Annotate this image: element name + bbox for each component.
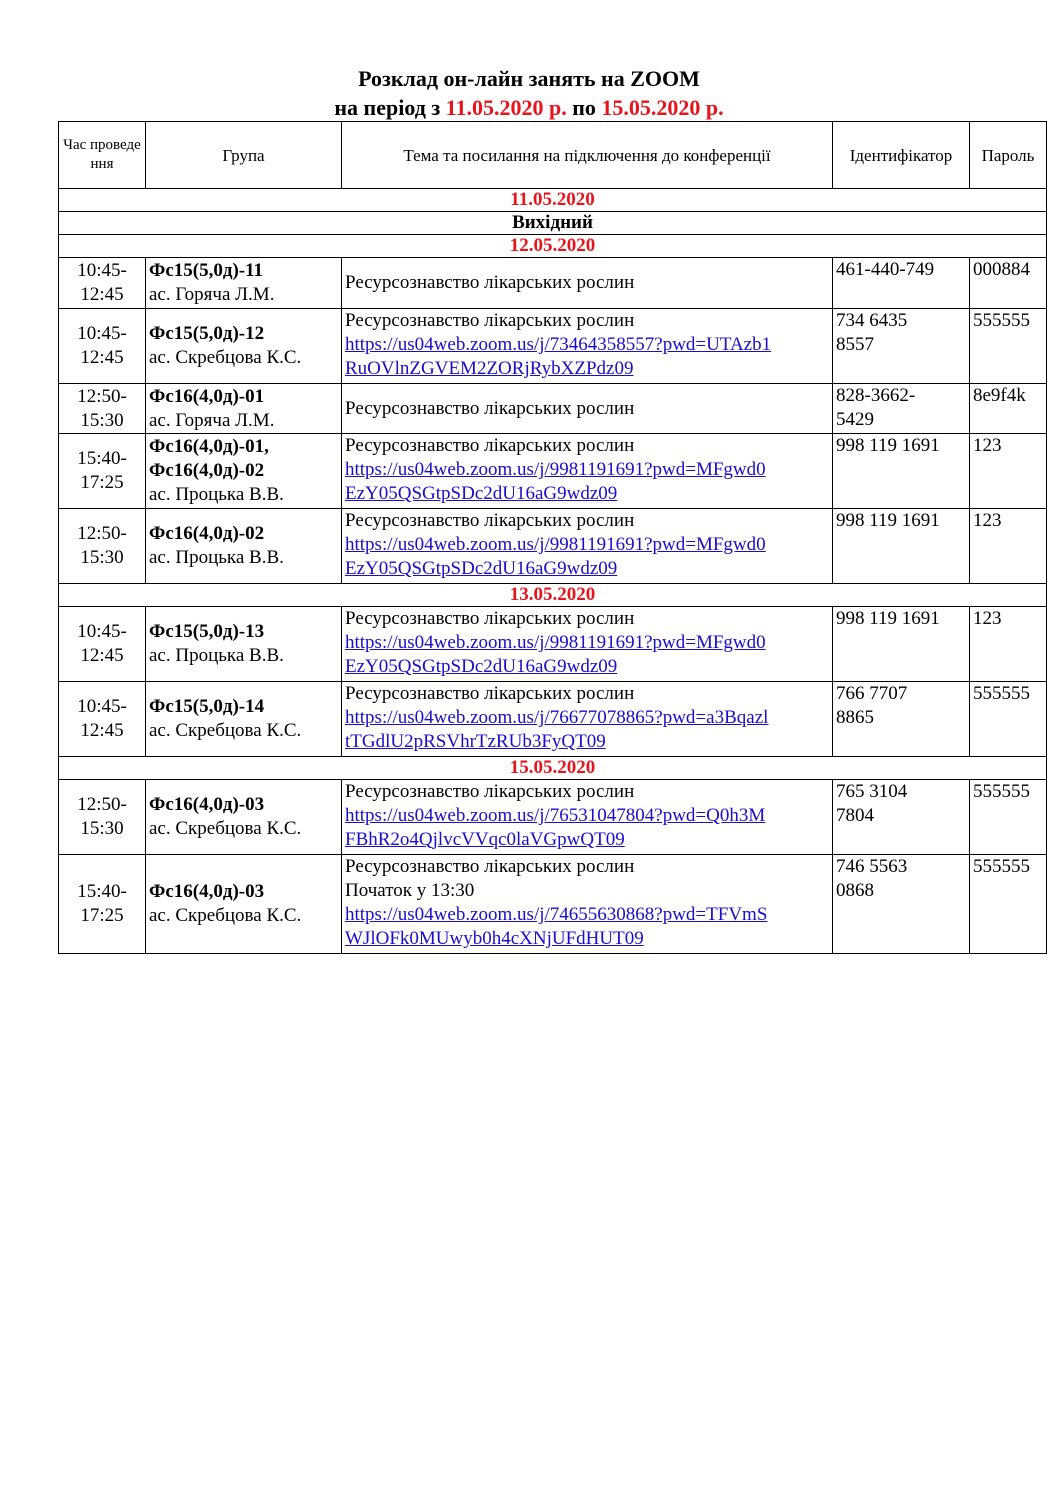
- topic-text: Ресурсознавство лікарських рослин: [345, 435, 635, 456]
- id-cell: [833, 855, 970, 954]
- zoom-link[interactable]: https://us04web.zoom.us/j/9981191691?pwd=MFgwd0 EzY05QSGtpSDc2dU16aG9wdz09: [345, 534, 766, 579]
- meeting-password: 555555: [973, 683, 1030, 704]
- time-end: 12:45: [80, 347, 124, 368]
- teacher-name: ас. Скребцова К.С.: [149, 720, 302, 741]
- col-header-topic: Тема та посилання на підключення до конференції: [342, 122, 833, 189]
- teacher-name: ас. Процька В.В.: [149, 645, 284, 666]
- table-row: [59, 780, 1047, 855]
- time-end: 17:25: [80, 472, 124, 493]
- id-cell: [833, 607, 970, 682]
- time-start: 10:45-: [77, 621, 127, 642]
- period-line: [0, 95, 1058, 121]
- time-end: 12:45: [80, 720, 124, 741]
- password-cell: [970, 258, 1047, 309]
- time-start: 12:50-: [77, 523, 127, 544]
- meeting-password: 000884: [973, 259, 1030, 280]
- teacher-name: ас. Скребцова К.С.: [149, 818, 302, 839]
- meeting-id: 766 7707: [836, 683, 908, 704]
- group-name: Фс15(5,0д)-12: [149, 323, 265, 344]
- id-cell: [833, 384, 970, 434]
- meeting-id: 746 5563: [836, 856, 908, 877]
- meeting-id-cont: 8557: [836, 334, 874, 355]
- meeting-id: 998 119 1691: [836, 435, 940, 456]
- day-date: 13.05.2020: [59, 584, 1047, 607]
- table-row: [59, 258, 1047, 309]
- topic-text: Ресурсознавство лікарських рослин: [345, 608, 635, 629]
- table-row: [59, 682, 1047, 757]
- day-row: [59, 584, 1047, 607]
- teacher-name: ас. Горяча Л.М.: [149, 284, 275, 305]
- col-header-id: Ідентифікатор: [833, 122, 970, 189]
- time-start: 12:50-: [77, 794, 127, 815]
- time-end: 12:45: [80, 645, 124, 666]
- topic-text: Ресурсознавство лікарських рослин: [345, 310, 635, 331]
- time-start: 12:50-: [77, 385, 127, 407]
- topic-cell: [342, 509, 833, 584]
- id-cell: [833, 682, 970, 757]
- meeting-id-cont: 8865: [836, 707, 874, 728]
- table-row: [59, 607, 1047, 682]
- topic-text: Ресурсознавство лікарських рослин: [345, 397, 635, 419]
- meeting-password: 123: [973, 608, 1002, 629]
- group-cell: [146, 509, 342, 584]
- time-cell: [59, 509, 146, 584]
- meeting-id: 765 3104: [836, 781, 908, 802]
- table-row: [59, 509, 1047, 584]
- meeting-id: 461-440-749: [836, 259, 935, 280]
- day-row: [59, 757, 1047, 780]
- group-name: Фс16(4,0д)-02: [149, 523, 265, 544]
- topic-cell: [342, 309, 833, 384]
- id-cell: [833, 309, 970, 384]
- table-row: [59, 434, 1047, 509]
- meeting-id: 998 119 1691: [836, 510, 940, 531]
- id-cell: [833, 258, 970, 309]
- time-cell: [59, 309, 146, 384]
- day-note-row: [59, 212, 1047, 235]
- meeting-id: 734 6435: [836, 310, 908, 331]
- time-cell: [59, 607, 146, 682]
- zoom-link[interactable]: https://us04web.zoom.us/j/74655630868?pwd=TFVmS WJlOFk0MUwyb0h4cXNjUFdHUT09: [345, 904, 768, 949]
- time-cell: [59, 855, 146, 954]
- topic-text: Ресурсознавство лікарських рослин: [345, 856, 635, 877]
- id-cell: [833, 780, 970, 855]
- meeting-password: 555555: [973, 856, 1030, 877]
- col-header-time: Час проведе ння: [59, 122, 146, 189]
- meeting-id: 998 119 1691: [836, 608, 940, 629]
- time-start: 10:45-: [77, 260, 127, 281]
- meeting-id-cont: 0868: [836, 880, 874, 901]
- table-row: [59, 309, 1047, 384]
- page-title: Розклад он-лайн занять на ZOOM: [358, 66, 700, 91]
- teacher-name: ас. Скребцова К.С.: [149, 905, 302, 926]
- group-name: Фс16(4,0д)-01,: [149, 436, 269, 457]
- topic-cell: [342, 434, 833, 509]
- time-end: 15:30: [80, 547, 124, 568]
- time-end: 17:25: [80, 905, 124, 926]
- password-cell: [970, 384, 1047, 434]
- zoom-link[interactable]: https://us04web.zoom.us/j/73464358557?pwd=UTAzb1 RuOVlnZGVEM2ZORjRybXZPdz09: [345, 334, 772, 379]
- id-cell: [833, 434, 970, 509]
- group-cell: [146, 384, 342, 434]
- password-cell: [970, 434, 1047, 509]
- time-end: 12:45: [80, 284, 124, 305]
- table-row: [59, 384, 1047, 434]
- group-cell: [146, 434, 342, 509]
- group-cell: [146, 607, 342, 682]
- topic-text: Ресурсознавство лікарських рослин: [345, 781, 635, 802]
- start-note: Початок у 13:30: [345, 880, 475, 901]
- teacher-name: ас. Процька В.В.: [149, 547, 284, 568]
- time-start: 10:45-: [77, 696, 127, 717]
- group-name: Фс15(5,0д)-13: [149, 621, 265, 642]
- time-cell: [59, 384, 146, 434]
- group-cell: [146, 309, 342, 384]
- topic-cell: [342, 682, 833, 757]
- time-cell: [59, 258, 146, 309]
- group-cell: [146, 682, 342, 757]
- teacher-name: ас. Процька В.В.: [149, 484, 284, 505]
- topic-cell: [342, 780, 833, 855]
- group-name: Фс16(4,0д)-01: [149, 385, 265, 407]
- day-date: 15.05.2020: [59, 757, 1047, 780]
- col-header-group: Група: [146, 122, 342, 189]
- day-date: 12.05.2020: [59, 235, 1047, 258]
- topic-cell: [342, 855, 833, 954]
- time-end: 15:30: [80, 818, 124, 839]
- meeting-password: 123: [973, 435, 1002, 456]
- date-to: 15.05.2020 р.: [601, 95, 724, 120]
- group-cell: [146, 855, 342, 954]
- date-from: 11.05.2020 р.: [445, 95, 567, 120]
- group-name: Фс16(4,0д)-03: [149, 794, 265, 815]
- period-prefix: на період з: [334, 95, 441, 120]
- table-row: [59, 855, 1047, 954]
- meeting-id: 828-3662-: [836, 385, 916, 406]
- group-cell: [146, 258, 342, 309]
- meeting-id-cont: 5429: [836, 409, 874, 430]
- password-cell: [970, 509, 1047, 584]
- col-header-password: Пароль: [970, 122, 1047, 189]
- time-end: 15:30: [80, 409, 124, 431]
- topic-cell: [342, 607, 833, 682]
- group-name-2: Фс16(4,0д)-02: [149, 460, 265, 481]
- password-cell: [970, 682, 1047, 757]
- meeting-password: 555555: [973, 310, 1030, 331]
- meeting-id-cont: 7804: [836, 805, 874, 826]
- time-cell: [59, 780, 146, 855]
- time-cell: [59, 682, 146, 757]
- time-start: 15:40-: [77, 881, 127, 902]
- topic-cell: [342, 258, 833, 309]
- topic-text: Ресурсознавство лікарських рослин: [345, 510, 635, 531]
- topic-cell: [342, 384, 833, 434]
- zoom-link[interactable]: https://us04web.zoom.us/j/9981191691?pwd=MFgwd0 EzY05QSGtpSDc2dU16aG9wdz09: [345, 632, 766, 677]
- meeting-password: 8e9f4k: [973, 385, 1026, 406]
- meeting-password: 555555: [973, 781, 1030, 802]
- zoom-link[interactable]: https://us04web.zoom.us/j/9981191691?pwd=MFgwd0 EzY05QSGtpSDc2dU16aG9wdz09: [345, 459, 766, 504]
- day-date: 11.05.2020: [59, 189, 1047, 212]
- teacher-name: ас. Горяча Л.М.: [149, 409, 275, 431]
- topic-text: Ресурсознавство лікарських рослин: [345, 272, 635, 293]
- time-start: 15:40-: [77, 448, 127, 469]
- group-cell: [146, 780, 342, 855]
- zoom-link[interactable]: https://us04web.zoom.us/j/76531047804?pwd=Q0h3M FBhR2o4QjlvcVVqc0laVGpwQT09: [345, 805, 766, 850]
- password-cell: [970, 855, 1047, 954]
- group-name: Фс15(5,0д)-14: [149, 696, 265, 717]
- meeting-password: 123: [973, 510, 1002, 531]
- password-cell: [970, 607, 1047, 682]
- group-name: Фс15(5,0д)-11: [149, 260, 264, 281]
- time-cell: [59, 434, 146, 509]
- zoom-link[interactable]: https://us04web.zoom.us/j/76677078865?pwd=a3Bqazl tTGdlU2pRSVhrTzRUb3FyQT09: [345, 707, 769, 752]
- group-name: Фс16(4,0д)-03: [149, 881, 265, 902]
- password-cell: [970, 780, 1047, 855]
- schedule-table: [58, 121, 1047, 954]
- password-cell: [970, 309, 1047, 384]
- period-mid: по: [572, 95, 596, 120]
- day-row: [59, 189, 1047, 212]
- time-start: 10:45-: [77, 323, 127, 344]
- topic-text: Ресурсознавство лікарських рослин: [345, 683, 635, 704]
- day-row: [59, 235, 1047, 258]
- day-note: Вихідний: [59, 212, 1047, 235]
- table-header-row: [59, 122, 1047, 189]
- id-cell: [833, 509, 970, 584]
- teacher-name: ас. Скребцова К.С.: [149, 347, 302, 368]
